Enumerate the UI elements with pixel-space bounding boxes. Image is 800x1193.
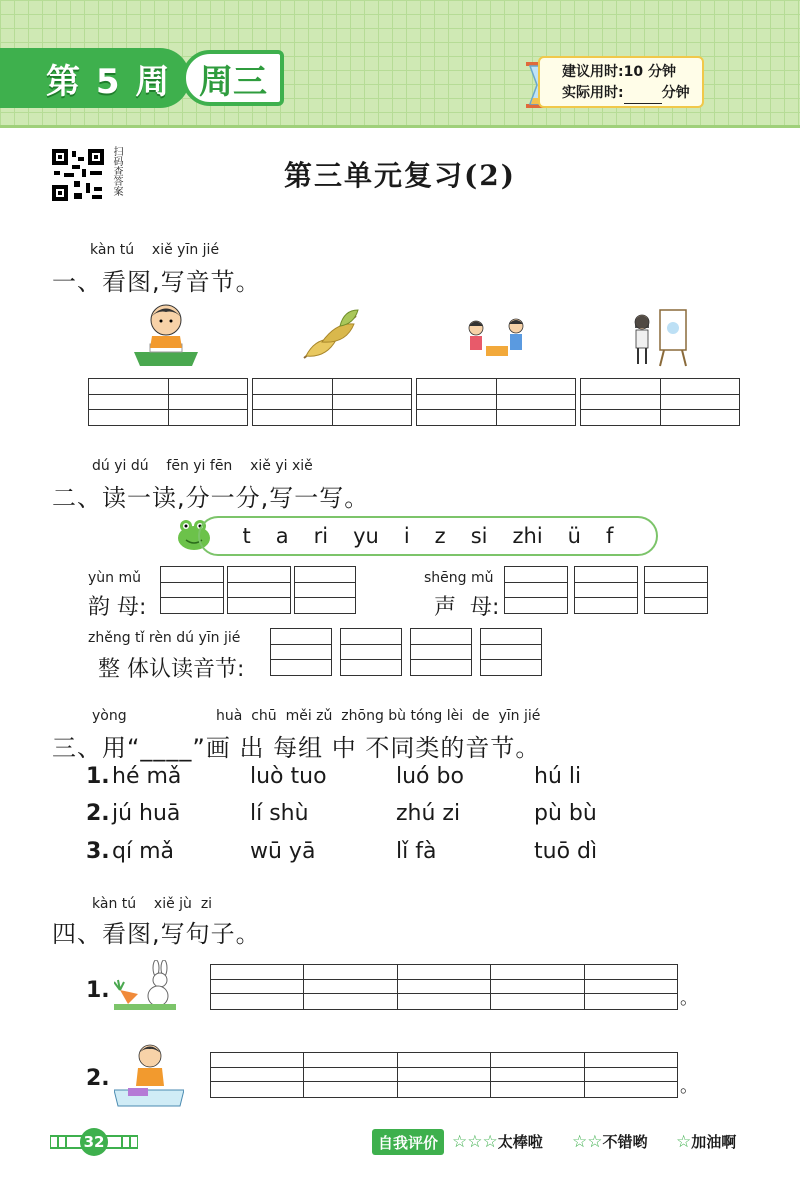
star-icon: ☆☆☆ (452, 1132, 498, 1152)
zhengti-grid-1[interactable] (270, 628, 332, 676)
s1-heading: 一、看图,写音节。 (52, 268, 261, 296)
actual-time (562, 83, 702, 104)
s4-heading: 四、看图,写句子。 (52, 920, 261, 948)
s3-option[interactable]: zhú zi (396, 801, 461, 826)
letters-pill (198, 516, 658, 556)
s2-pinyin: dú yi dú fēn yi fēn xiě yi xiě (92, 458, 313, 474)
s3-option[interactable]: hé mǎ (112, 764, 182, 789)
actual-time-blank[interactable] (624, 90, 662, 104)
letter: ri (313, 524, 329, 548)
self-eval-label: 自我评价 (372, 1129, 444, 1155)
s3-option[interactable]: wū yā (250, 839, 316, 864)
yunmu-grid-2[interactable] (227, 566, 291, 614)
week-badge: 第 5 周 (0, 48, 190, 108)
s3-pinyin-rest: huà chū měi zǔ zhōng bù tóng lèi de yīn jié (216, 708, 541, 724)
yunmu-label: 韵 母: (88, 595, 147, 620)
s1-pinyin: kàn tú xiě yīn jié (90, 242, 220, 258)
actual-time-label: 实际用时: (562, 85, 624, 101)
s3-option[interactable]: luò tuo (250, 764, 327, 789)
letter: a (275, 524, 289, 548)
yunmu-pinyin: yùn mǔ (88, 570, 141, 586)
s3-option[interactable]: lǐ fà (396, 839, 437, 864)
s3-option[interactable]: tuō dì (534, 839, 598, 864)
s4-item-2-period: 。 (680, 1076, 698, 1097)
eval-good[interactable] (572, 1131, 648, 1152)
page-number: 32 (80, 1128, 108, 1156)
s4-writing-grid-2[interactable] (210, 1052, 678, 1098)
star-icon: ☆ (676, 1132, 692, 1152)
yunmu-grid-3[interactable] (294, 566, 356, 614)
boy-cleaning-illustration (114, 1040, 184, 1110)
shengmu-grid-3[interactable] (644, 566, 708, 614)
letter: yu (353, 524, 379, 548)
s3-heading: 三、用“____”画 出 每组 中 不同类的音节。 (52, 734, 541, 762)
s1-writing-grid-2[interactable] (252, 378, 412, 426)
boy-reading-illustration (130, 300, 202, 368)
s4-item-2-num: 2. (86, 1066, 110, 1091)
girl-drawing-illustration (624, 306, 692, 368)
letter: f (605, 524, 614, 548)
actual-time-unit: 分钟 (661, 85, 690, 101)
letter: zhi (512, 524, 543, 548)
shengmu-grid-1[interactable] (504, 566, 568, 614)
day-badge: 周三 (182, 50, 284, 106)
shengmu-grid-2[interactable] (574, 566, 638, 614)
s3-option[interactable]: hú li (534, 764, 582, 789)
s4-writing-grid-1[interactable] (210, 964, 678, 1010)
leaves-illustration (296, 306, 362, 366)
s1-writing-grid-1[interactable] (88, 378, 248, 426)
yunmu-grid-1[interactable] (160, 566, 224, 614)
s3-option[interactable]: qí mǎ (112, 839, 174, 864)
kids-playing-illustration (462, 314, 532, 364)
eval-keep-going-label: 加油啊 (691, 1133, 737, 1151)
s3-row-2-num: 2. (86, 801, 110, 826)
eval-keep-going[interactable] (676, 1131, 736, 1152)
eval-good-label: 不错哟 (602, 1133, 648, 1151)
s4-item-1-period: 。 (680, 988, 698, 1009)
s3-option[interactable]: jú huā (112, 801, 181, 826)
s4-item-1-num: 1. (86, 978, 110, 1003)
eval-great-label: 太棒啦 (497, 1133, 543, 1151)
eval-great[interactable] (452, 1131, 543, 1152)
zhengti-grid-2[interactable] (340, 628, 402, 676)
zhengti-pinyin: zhěng tǐ rèn dú yīn jié (88, 630, 241, 646)
page-title: 第三单元复习(2) (284, 159, 516, 192)
s1-writing-grid-4[interactable] (580, 378, 740, 426)
letter: i (403, 524, 410, 548)
letter: ü (567, 524, 581, 548)
s3-option[interactable]: luó bo (396, 764, 464, 789)
time-box (538, 56, 704, 108)
s3-option[interactable]: lí shù (250, 801, 309, 826)
s3-pinyin-yong: yòng (92, 708, 127, 724)
zhengti-grid-3[interactable] (410, 628, 472, 676)
s3-row-1-num: 1. (86, 764, 110, 789)
zhengti-grid-4[interactable] (480, 628, 542, 676)
s4-pinyin: kàn tú xiě jù zi (92, 896, 213, 912)
letter: si (470, 524, 488, 548)
s1-writing-grid-3[interactable] (416, 378, 576, 426)
s3-row-3-num: 3. (86, 839, 110, 864)
qr-label: 扫码查答案 (111, 146, 122, 196)
star-icon: ☆☆ (572, 1132, 603, 1152)
zhengti-label: 整 体认读音节: (98, 657, 245, 682)
letter: t (242, 524, 251, 548)
letter: z (434, 524, 446, 548)
suggested-time: 建议用时:10 分钟 (562, 64, 676, 80)
s2-heading: 二、读一读,分一分,写一写。 (52, 484, 370, 512)
s3-option[interactable]: pù bù (534, 801, 597, 826)
shengmu-label: 声 母: (434, 595, 500, 620)
shengmu-pinyin: shēng mǔ (424, 570, 494, 586)
rabbit-radish-illustration (114, 960, 176, 1010)
